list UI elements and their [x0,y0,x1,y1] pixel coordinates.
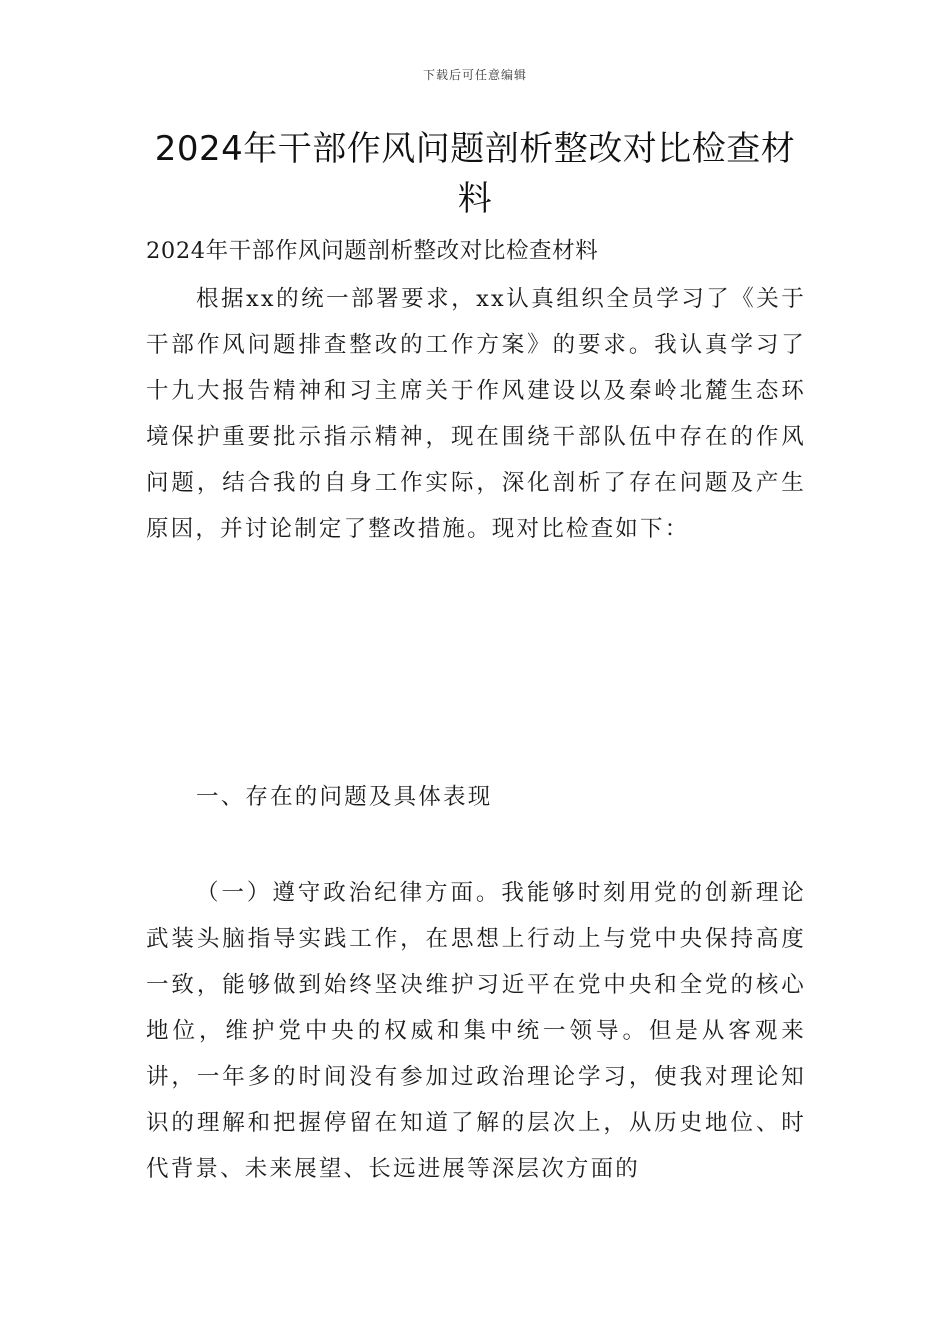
document-subtitle: 2024年干部作风问题剖析整改对比检查材料 [146,238,599,264]
header-note: 下载后可任意编辑 [422,68,527,82]
intro-paragraph: 根据xx的统一部署要求，xx认真组织全员学习了《关于干部作风问题排查整改的工作方案》的要求。我认真学习了十九大报告精神和习主席关于作风建设以及秦岭北麓生态环境保护重要批示指示精神，现在围绕干部队伍中存在的作风问题，结合我的自身工作实际，深化剖析了存在问题及产生原因，并讨论制定了整改措施。现对比检查如下： [146,286,806,542]
section-paragraph: （一）遵守政治纪律方面。我能够时刻用党的创新理论武装头脑指导实践工作，在思想上行动上与党中央保持高度一致，能够做到始终坚决维护习近平在党中央和全党的核心地位，维护党中央的权威和集中统一领导。但是从客观来讲，一年多的时间没有参加过政治理论学习，使我对理论知识的理解和把握停留在知道了解的层次上，从历史地位、时代背景、未来展望、长远进展等深层次方面的 [146,880,806,1182]
page-title: 2024年干部作风问题剖析整改对比检查材料 [154,129,796,219]
section-heading: 一、存在的问题及具体表现 [196,784,493,810]
